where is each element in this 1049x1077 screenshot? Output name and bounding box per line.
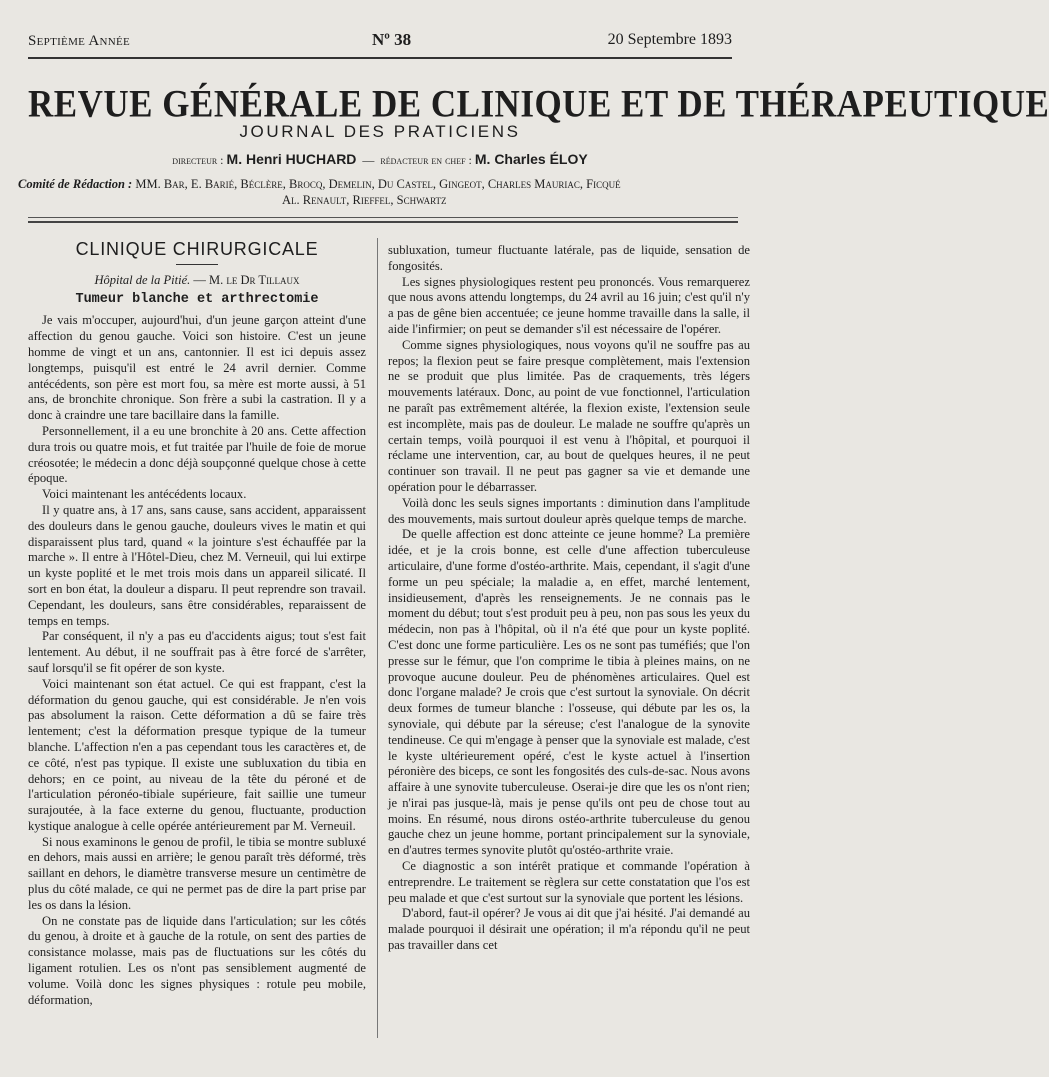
dash-separator: — [362,153,375,167]
paragraph: Si nous examinons le genou de profil, le tibia se montre subluxé en dehors, mais aussi en arrière; le genou paraît très déformé, très saillant en dehors, le diamètre transverse mesure un centimètre de plus du côté malade, ce qui ne permet pas de dire la part prise par les os dans la lésion. [28,834,366,912]
article-byline [28,273,366,289]
paragraph: Voici maintenant son état actuel. Ce qui est frappant, c'est la déformation du genou gauche, qui est considérable. Je n'en vois pas absolument la raison. Cette déformation a dû se faire très lentement; c'est la déformation presque typique de la tumeur blanche. L'affection n'en a pas cependant tous les caractères et, de ce côté, n'est pas typique. Il existe une subluxation du tibia en dehors; en ce point, au niveau de la tête du péroné et de l'articulation péronéo-tibiale supérieure, fait saillie une tumeur surajoutée, à la face externe du genou, fluctuante, production kystique analogue à celle opérée antérieurement par M. Verneuil. [28,676,366,833]
editor-label: rédacteur en chef : [380,153,472,167]
paragraph: De quelle affection est donc atteinte ce jeune homme? La première idée, et je la crois bonne, est celle d'une affection tuberculeuse articulaire, d'une forme d'ostéo-arthrite. Mais, cependant, il s'agit d'une forme un peu spéciale; la maladie a, en effet, marché lentement, insidieusement, d'après les renseignements. Je ne connais pas le moment du début; tout s'est produit peu à peu, non pas sous les yeux du médecin, non pas à l'hôpital, où il n'a été que pour un kyste poplité. C'est donc une forme particulière. Les os ne sont pas tuméfiés; que l'on presse sur le fémur, que l'on comprime le tibia à pleines mains, on ne provoque aucune douleur. Peu de phénomènes articulaires. Quel est donc l'organe malade? Je crois que c'est surtout la synoviale. On décrit deux formes de tumeur blanche : l'osseuse, qui débute par les os, la synoviale, qui débute par la séreuse; c'est l'analogue de la synovite tendineuse. Ce qui m'engage à penser que la synoviale est malade, c'est le kyste ultérieurement opéré, c'est le kyste actuel à l'insertion péronière des biceps, ce sont les fongosités des culs-de-sac. Nous avons affaire à une synovite tuberculeuse. Oserai-je dire que les os n'ont rien; je n'irai pas jusque-là, mais je pense qu'ils ont peu de chose tout au moins. En résumé, nous dirons ostéo-arthrite tuberculeuse du genou gauche chez un jeune homme, portant principalement sur la synoviale, en d'autres termes synovite plutôt qu'ostéo-arthrite vraie. [388,527,750,858]
column-divider [377,238,378,1038]
paragraph: Voici maintenant les antécédents locaux. [42,487,247,502]
hospital-name: Hôpital de la Pitié. [94,272,191,287]
paragraph: Les signes physiologiques restent peu prononcés. Vous remarquerez que nous avons attendu longtemps, du 24 avril au 16 juin; c'est qu'il n'y a pas de gêne bien accentuée; ce jeune homme travaille dans la salle, il aide l'infirmier; on peut se demander s'il est nécessaire de l'opérer. [388,274,750,336]
paragraph: D'abord, faut-il opérer? Je vous ai dit que j'ai hésité. J'ai demandé au malade pourquoi il désirait une opération; il m'a répondu qu'il ne peut pas travailler dans cet [388,906,750,953]
paragraph: Par conséquent, il n'y a pas eu d'accidents aigus; tout s'est fait lentement. Au début, il ne souffrait pas à être forcé de s'arrêter, sauf lorsqu'il se fit opérer de son kyste. [28,629,366,675]
paragraph: Personnellement, il a eu une bronchite à 20 ans. Cette affection dura trois ou quatre mois, et fut traitée par l'huile de foie de morue créosotée; le médecin a donc déjà soupçonné quelque chose à cette époque. [28,423,366,486]
paragraph: subluxation, tumeur fluctuante latérale, pas de liquide, sensation de fongosités. [388,243,750,273]
committee-members-line2: Al. Renault, Rieffel, Schwartz [282,193,447,207]
section-rule [176,264,218,265]
section-heading: CLINIQUE CHIRURGICALE [75,239,319,259]
committee-label: Comité de Rédaction : [18,177,133,191]
masthead-rule-thin [28,217,738,218]
article-title: Tumeur blanche et arthrectomie [75,291,319,307]
author-name: — M. le Dr Tillaux [190,272,300,287]
director-name: M. Henri HUCHARD [226,151,357,167]
director-label: directeur : [172,153,224,167]
committee-members-line1: MM. Bar, E. Barié, Béclère, Brocq, Demelin, Du Castel, Gingeot, Charles Mauriac, Ficqué [135,177,621,191]
journal-subtitle: JOURNAL DES PRATICIENS [239,122,521,141]
issue-number: Nº 38 [372,30,412,49]
paragraph: Je vais m'occuper, aujourd'hui, d'un jeune garçon atteint d'une affection du genou gauche. Voici son histoire. C'est un jeune homme de vingt et un ans, cantonnier. Il est ici depuis assez longtemps, puisqu'il est entré le 24 avril dernier. Comme antécédents, son père est mort fou, sa mère est morte aussi, à 51 ans, de bronchite chronique. Son frère a subi la castration. Il y a donc à craindre une tare bacillaire dans la famille. [28,313,366,423]
masthead-rule-thick [28,221,738,223]
paragraph: Il y quatre ans, à 17 ans, sans cause, sans accident, apparaissent des douleurs dans le genou gauche, douleurs vives le matin et qui disparaissent plus tard, quand « la jointure s'est échauffée par la marche ». Il entre à l'Hôtel-Dieu, chez M. Verneuil, qui lui extirpe un kyste poplité et le met trois mois dans un appareil silicaté. Il sort en bon état, la douleur a disparu. Il peut reprendre son travail. Cependant, les douleurs, sans être considérables, reparaissent de temps en temps. [28,502,366,628]
paragraph: Comme signes physiologiques, nous voyons qu'il ne souffre pas au repos; la flexion peut se faire presque complètement, mais l'extension ne se produit que plus limitée. Pas de craquements, très légers mouvements latéraux. Donc, au point de vue fonctionnel, l'articulation ne paraît pas extrêmement altérée, la flexion existe, l'extension seule est incomplète, mais pas de douleur. Le malade ne souffre qu'après un certain temps, voilà pourquoi il est venu à l'hôpital, et pourquoi il réclame une intervention, car, au bout de quelques heures, il ne peut continuer son travail. Il ne peut pas gagner sa vie et demande une opération pour le débarrasser. [388,337,750,494]
right-column [388,243,750,954]
editorial-direction [28,151,732,168]
paragraph: Voilà donc les seuls signes importants : diminution dans l'amplitude des mouvements, mais surtout douleur après quelque temps de marche. [388,495,750,526]
header-rule [28,57,732,59]
paragraph: Ce diagnostic a son intérêt pratique et commande l'opération à entreprendre. Le traitement se règlera sur cette constatation que l'os est peu malade et que c'est surtout sur la synoviale que portent les lésions. [388,859,750,905]
volume-year: Septième Année [28,33,131,49]
left-column [28,240,366,1008]
paragraph: On ne constate pas de liquide dans l'articulation; sur les côtés du genou, à droite et à gauche de la rotule, on sent des parties de consistance molasse, mais pas de fluctuations sur les côtés du ligament rotulien. Les os n'ont pas sensiblement augmenté de volume. Voilà donc les signes physiques : rotule peu mobile, déformation, [28,913,366,1007]
editorial-committee [18,176,738,208]
journal-title: REVUE GÉNÉRALE DE CLINIQUE ET DE THÉRAPEUTIQUE [28,81,1049,126]
running-head [28,30,732,54]
issue-date: 20 Septembre 1893 [607,31,732,48]
editor-name: M. Charles ÉLOY [474,151,588,167]
